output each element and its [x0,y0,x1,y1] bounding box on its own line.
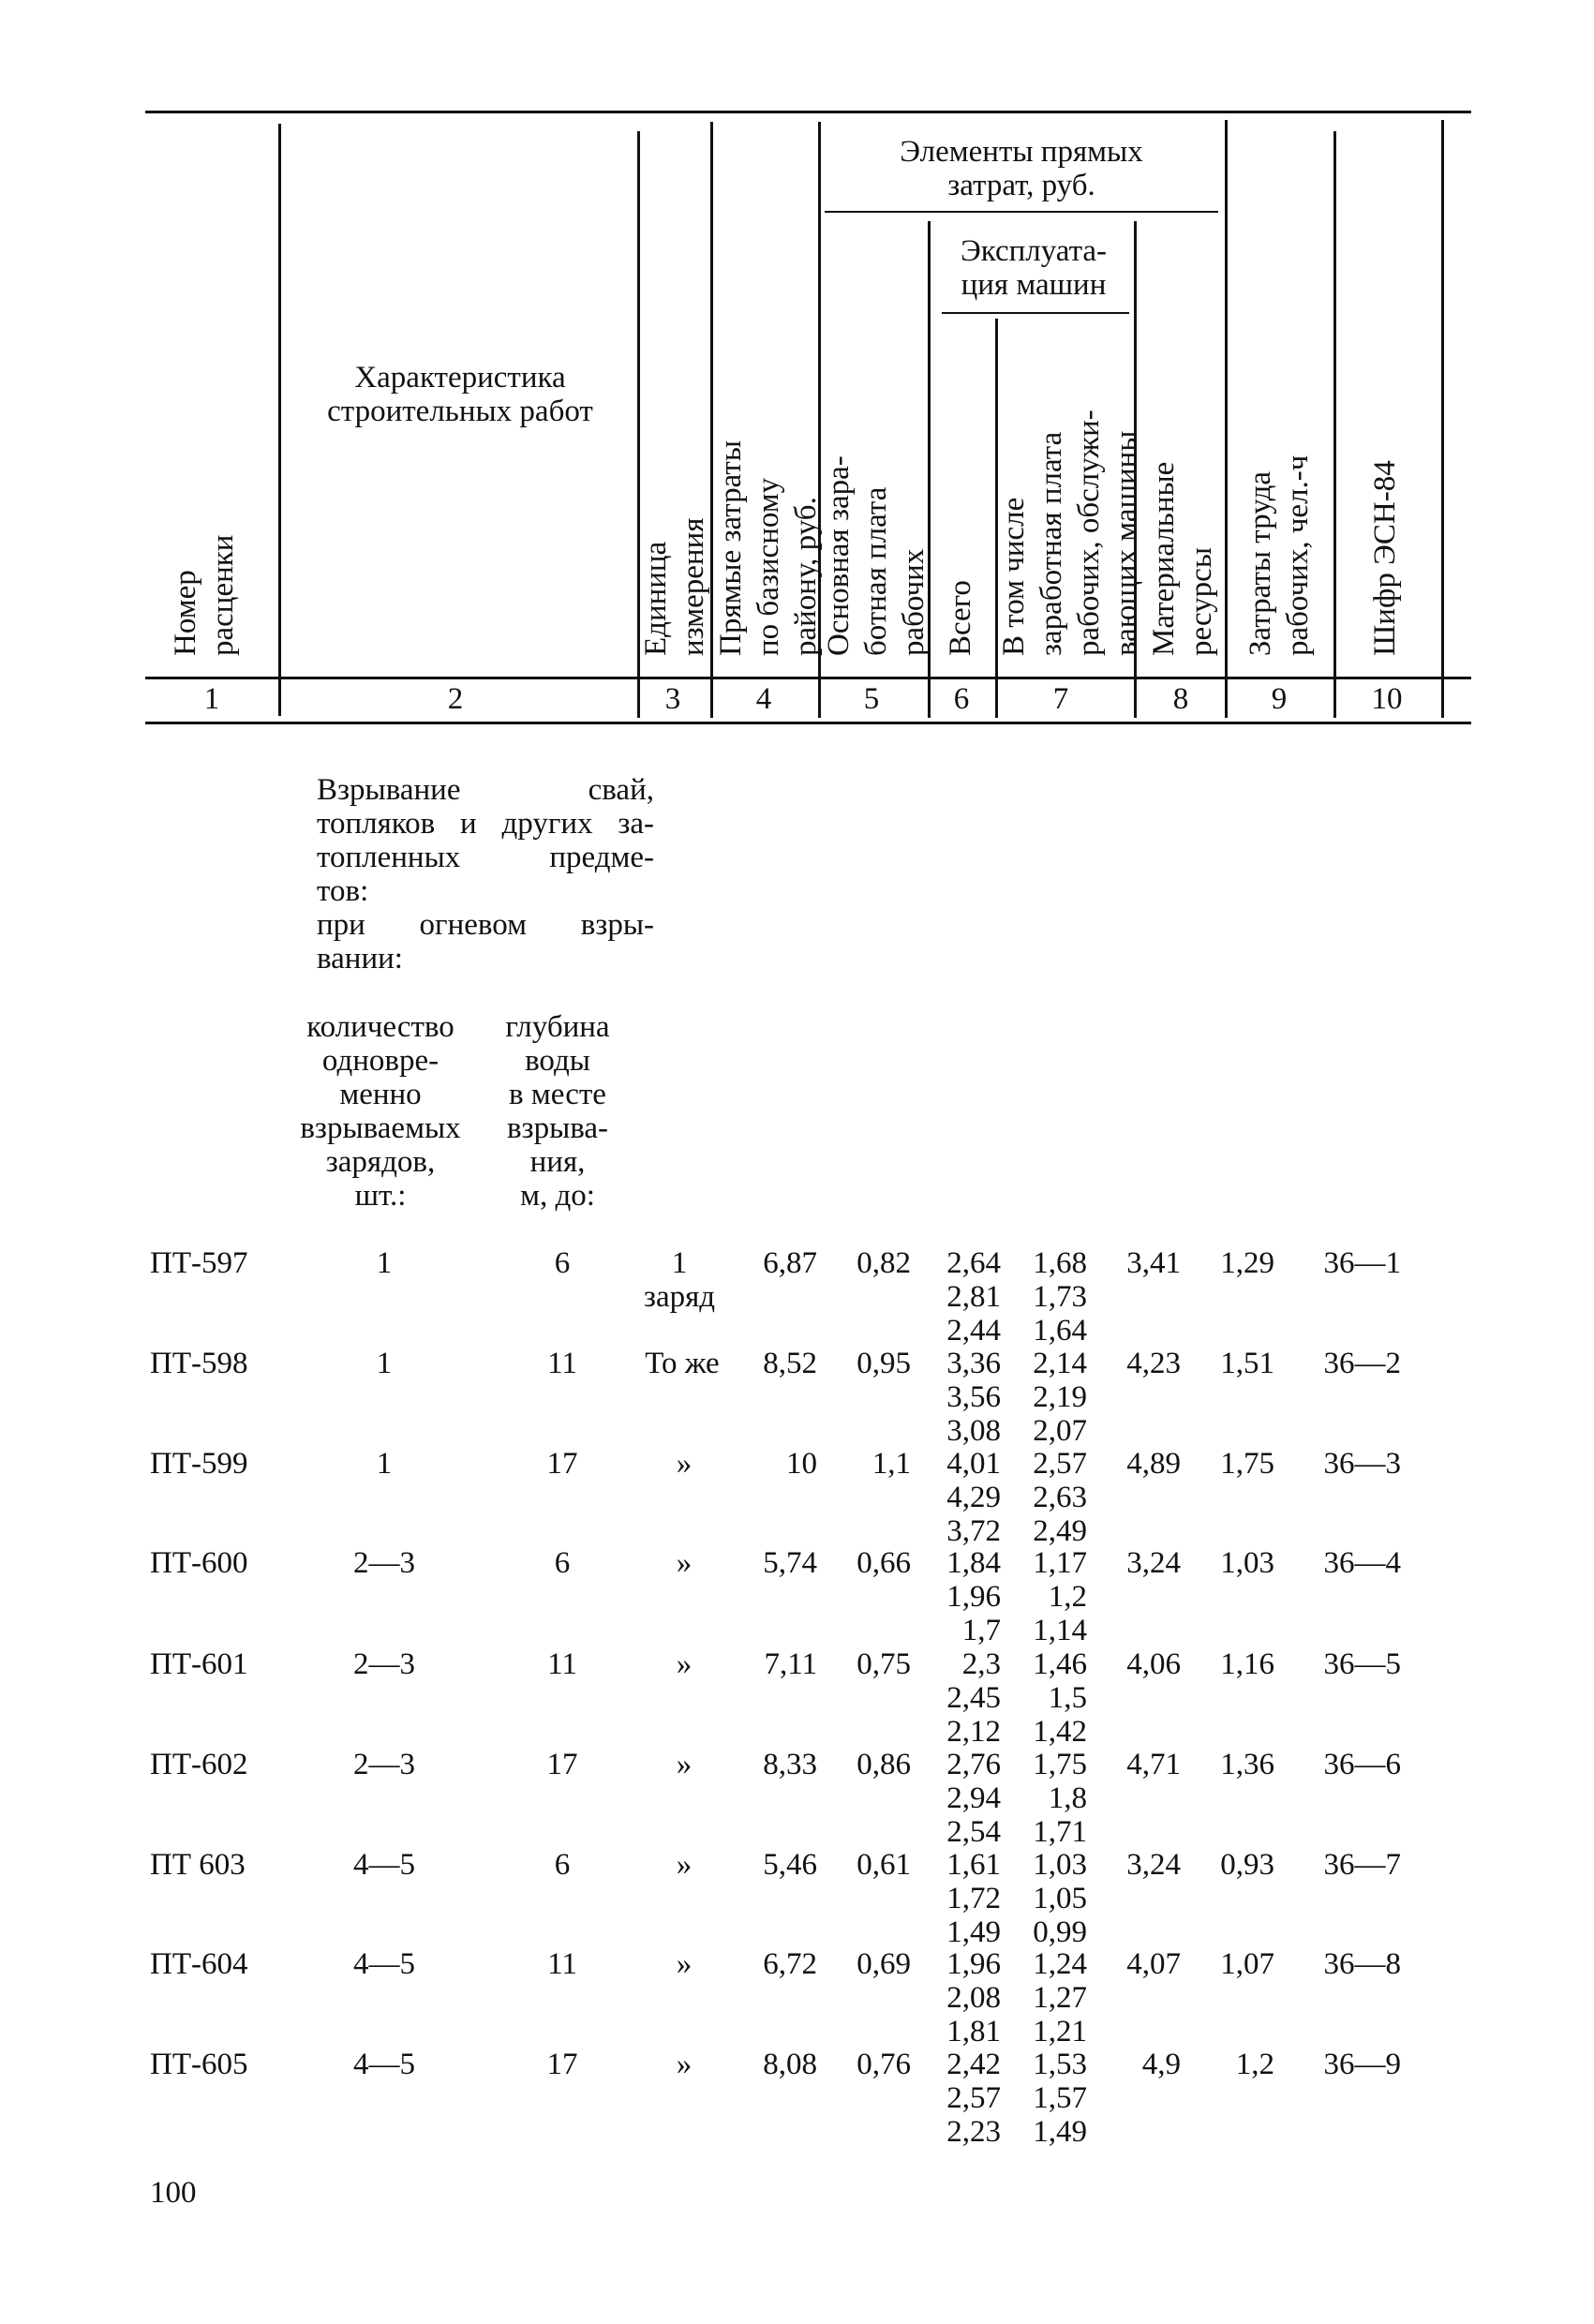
header-col9-label: Затраты труда рабочих, чел.-ч [1244,454,1315,656]
esn-code: 36—7 [1323,1848,1401,1882]
machine-wage-value: 1,05 [1033,1882,1087,1915]
description-line: тов: [317,874,369,908]
header-col4-label: Прямые затраты по базисному району, руб. [714,439,823,656]
machine-wage-value: 1,21 [1033,2015,1087,2048]
page-number: 100 [150,2176,197,2210]
machine-wage-value: 1,75 [1033,1748,1087,1781]
machine-wage-value: 0,99 [1033,1915,1087,1949]
esn-code: 36—2 [1323,1347,1401,1380]
machine-wage-value: 1,53 [1033,2048,1087,2081]
labor-costs: 1,2 [1235,2048,1274,2081]
col-number-9: 9 [1271,682,1288,716]
labor-costs: 1,03 [1220,1546,1274,1580]
machine-total-value: 2,81 [946,1280,1001,1314]
labor-costs: 0,93 [1220,1848,1274,1882]
base-wage: 0,76 [857,2048,911,2081]
unit-of-measure: То же [645,1347,720,1380]
material-resources: 4,06 [1126,1647,1181,1681]
machine-wage-value: 1,64 [1033,1314,1087,1348]
machine-operator-wage [1012,1748,1087,1849]
machine-total-value: 2,94 [946,1781,1001,1815]
machine-operator-wage [1012,1447,1087,1548]
machine-operation-total [928,2048,1001,2149]
description-line: вании: [317,942,403,976]
machine-wage-value: 1,17 [1033,1546,1087,1580]
header-col3-label: Единица измерения [639,517,710,656]
base-wage: 0,75 [857,1647,911,1681]
material-resources: 4,07 [1126,1947,1181,1981]
machine-wage-value: 2,14 [1033,1347,1087,1380]
machine-operation-total [928,1347,1001,1448]
machine-operation-total [928,1748,1001,1849]
machine-total-value: 4,29 [946,1481,1001,1514]
esn-code: 36—1 [1323,1246,1401,1280]
description-line: при огневом взры- [317,908,654,942]
rate-code: ПТ-602 [150,1748,248,1781]
charges-count: 2—3 [353,1647,415,1681]
labor-costs: 1,16 [1220,1647,1274,1681]
rate-code: ПТ-599 [150,1447,248,1481]
charges-count: 1 [376,1447,393,1481]
machine-wage-value: 1,14 [1033,1614,1087,1647]
machine-wage-value: 1,73 [1033,1280,1087,1314]
machine-total-value: 1,49 [946,1915,1001,1949]
col-number-4: 4 [755,682,772,716]
header-group-machines: Эксплуата- ция машин [960,234,1108,302]
rate-code: ПТ-601 [150,1647,248,1681]
machine-wage-value: 1,68 [1033,1246,1087,1280]
machine-total-value: 1,7 [961,1614,1001,1647]
machine-total-value: 2,3 [961,1647,1001,1681]
labor-costs: 1,07 [1220,1947,1274,1981]
unit-of-measure: » [676,1947,693,1981]
unit-of-measure: » [676,1447,693,1481]
direct-costs: 8,33 [763,1748,817,1781]
machine-operation-total [928,1947,1001,2048]
base-wage: 0,69 [857,1947,911,1981]
labor-costs: 1,29 [1220,1246,1274,1280]
col-number-1: 1 [203,682,220,716]
machine-total-value: 2,44 [946,1314,1001,1348]
col-sep-1 [278,124,281,716]
machine-operator-wage [1012,1347,1087,1448]
machine-total-value: 3,36 [946,1347,1001,1380]
rate-code: ПТ 603 [150,1848,246,1882]
machine-total-value: 2,12 [946,1715,1001,1749]
machine-wage-value: 1,57 [1033,2081,1087,2115]
unit-of-measure: » [676,1848,693,1882]
col-number-7: 7 [1052,682,1069,716]
machine-wage-value: 1,2 [1048,1580,1087,1614]
base-wage: 0,61 [857,1848,911,1882]
water-depth: 6 [554,1246,571,1280]
machine-total-value: 2,57 [946,2081,1001,2115]
machine-operator-wage [1012,2048,1087,2149]
unit-of-measure: » [676,2048,693,2081]
col-number-6: 6 [953,682,970,716]
machine-operation-total [928,1647,1001,1749]
header-group-elements: Элементы прямых затрат, руб. [900,135,1143,202]
machine-total-value: 3,08 [946,1414,1001,1448]
base-wage: 0,86 [857,1748,911,1781]
table-row [0,1447,1594,1550]
rate-code: ПТ-605 [150,2048,248,2081]
water-depth: 11 [547,1647,577,1681]
table-row [0,1647,1594,1750]
machine-total-value: 1,72 [946,1882,1001,1915]
header-bottom-rule [145,677,1471,679]
unit-of-measure: » [676,1546,693,1580]
water-depth: 11 [547,1947,577,1981]
machine-wage-value: 2,57 [1033,1447,1087,1481]
machine-operator-wage [1012,1546,1087,1647]
direct-costs: 5,74 [763,1546,817,1580]
header-col2-label: Характеристика строительных работ [327,361,593,428]
material-resources: 3,41 [1126,1246,1181,1280]
charges-count: 4—5 [353,1848,415,1882]
machine-wage-value: 1,71 [1033,1815,1087,1849]
machine-operator-wage [1012,1947,1087,2048]
machine-total-value: 1,84 [946,1546,1001,1580]
labor-costs: 1,75 [1220,1447,1274,1481]
charges-count: 2—3 [353,1748,415,1781]
esn-code: 36—5 [1323,1647,1401,1681]
machine-total-value: 3,72 [946,1514,1001,1548]
table-row [0,1246,1594,1349]
machine-total-value: 4,01 [946,1447,1001,1481]
direct-costs: 7,11 [764,1647,817,1681]
charges-count: 2—3 [353,1546,415,1580]
material-resources: 4,89 [1126,1447,1181,1481]
machine-wage-value: 2,07 [1033,1414,1087,1448]
material-resources: 4,9 [1141,2048,1181,2081]
water-depth: 11 [547,1347,577,1380]
header-col1-label: Номер расценки [169,534,240,656]
labor-costs: 1,51 [1220,1347,1274,1380]
material-resources: 3,24 [1126,1848,1181,1882]
header-col6-label: Всего [944,580,977,656]
machine-wage-value: 1,49 [1033,2115,1087,2149]
base-wage: 1,1 [871,1447,911,1481]
header-top-rule [145,111,1471,113]
machine-operation-total [928,1447,1001,1548]
machine-wage-value: 1,5 [1048,1681,1087,1715]
rate-code: ПТ-604 [150,1947,248,1981]
machine-wage-value: 1,46 [1033,1647,1087,1681]
charges-count: 1 [376,1246,393,1280]
esn-code: 36—8 [1323,1947,1401,1981]
machine-operation-total [928,1546,1001,1647]
machine-total-value: 2,64 [946,1246,1001,1280]
header-col10-label: Шифр ЭСН-84 [1368,460,1402,656]
unit-of-measure: 1 заряд [643,1246,716,1314]
rate-code: ПТ-600 [150,1546,248,1580]
header-col5-label: Основная зара- ботная плата рабочих [822,455,931,656]
base-wage: 0,82 [857,1246,911,1280]
table-row [0,1947,1594,2050]
col-number-10: 10 [1371,682,1403,716]
machine-wage-value: 2,63 [1033,1481,1087,1514]
unit-of-measure: » [676,1647,693,1681]
machine-total-value: 1,81 [946,2015,1001,2048]
direct-costs: 10 [786,1447,817,1481]
machine-total-value: 2,45 [946,1681,1001,1715]
machine-operator-wage [1012,1647,1087,1749]
machine-wage-value: 2,49 [1033,1514,1087,1548]
esn-code: 36—4 [1323,1546,1401,1580]
col-sep-9 [1333,131,1336,718]
table-row [0,1347,1594,1450]
description-line: топляков и других за- [317,807,654,841]
machine-wage-value: 1,03 [1033,1848,1087,1882]
machine-wage-value: 1,27 [1033,1981,1087,2015]
table-row [0,2048,1594,2151]
base-wage: 0,95 [857,1347,911,1380]
water-depth: 17 [546,1748,578,1781]
header-col8-label: Материальные ресурсы [1147,461,1218,656]
group-elements-underline [825,211,1218,213]
subhead-charges: количество одновре- менно взрываемых зарядов, шт.: [300,1010,461,1213]
machine-total-value: 1,61 [946,1848,1001,1882]
numbers-bottom-rule [145,722,1471,724]
machine-wage-value: 1,24 [1033,1947,1087,1981]
charges-count: 4—5 [353,2048,415,2081]
direct-costs: 5,46 [763,1848,817,1882]
direct-costs: 6,72 [763,1947,817,1981]
machine-total-value: 2,23 [946,2115,1001,2149]
charges-count: 1 [376,1347,393,1380]
esn-code: 36—9 [1323,2048,1401,2081]
header-col7-label: В том числе заработная плата рабочих, обслужи- вающих машины [997,410,1143,656]
description-line: топленных предме- [317,841,654,874]
machine-operation-total [928,1848,1001,1949]
machine-operator-wage [1012,1848,1087,1949]
machine-total-value: 2,42 [946,2048,1001,2081]
material-resources: 4,71 [1126,1748,1181,1781]
col-sep-8 [1225,120,1228,718]
table-row [0,1546,1594,1649]
table-row [0,1748,1594,1851]
machine-operation-total [928,1246,1001,1348]
machine-total-value: 2,08 [946,1981,1001,2015]
table-row [0,1848,1594,1951]
material-resources: 4,23 [1126,1347,1181,1380]
machine-wage-value: 2,19 [1033,1380,1087,1414]
machine-total-value: 1,96 [946,1947,1001,1981]
water-depth: 6 [554,1546,571,1580]
esn-code: 36—6 [1323,1748,1401,1781]
section-description [317,773,654,976]
material-resources: 3,24 [1126,1546,1181,1580]
rate-code: ПТ-597 [150,1246,248,1280]
direct-costs: 6,87 [763,1246,817,1280]
labor-costs: 1,36 [1220,1748,1274,1781]
col-number-2: 2 [447,682,464,716]
description-line: Взрывание свай, [317,773,654,807]
col-number-8: 8 [1172,682,1189,716]
subhead-depth: глубина воды в месте взрыва- ния, м, до: [505,1010,610,1213]
machine-wage-value: 1,42 [1033,1715,1087,1749]
machine-total-value: 3,56 [946,1380,1001,1414]
base-wage: 0,66 [857,1546,911,1580]
group-machines-underline [942,312,1129,314]
machine-total-value: 2,54 [946,1815,1001,1849]
machine-total-value: 2,76 [946,1748,1001,1781]
water-depth: 17 [546,1447,578,1481]
water-depth: 17 [546,2048,578,2081]
esn-code: 36—3 [1323,1447,1401,1481]
water-depth: 6 [554,1848,571,1882]
machine-wage-value: 1,8 [1048,1781,1087,1815]
col-sep-10 [1441,120,1444,718]
col-number-3: 3 [664,682,681,716]
direct-costs: 8,52 [763,1347,817,1380]
rate-code: ПТ-598 [150,1347,248,1380]
unit-of-measure: » [676,1748,693,1781]
col-number-5: 5 [863,682,880,716]
machine-operator-wage [1012,1246,1087,1348]
charges-count: 4—5 [353,1947,415,1981]
machine-total-value: 1,96 [946,1580,1001,1614]
direct-costs: 8,08 [763,2048,817,2081]
